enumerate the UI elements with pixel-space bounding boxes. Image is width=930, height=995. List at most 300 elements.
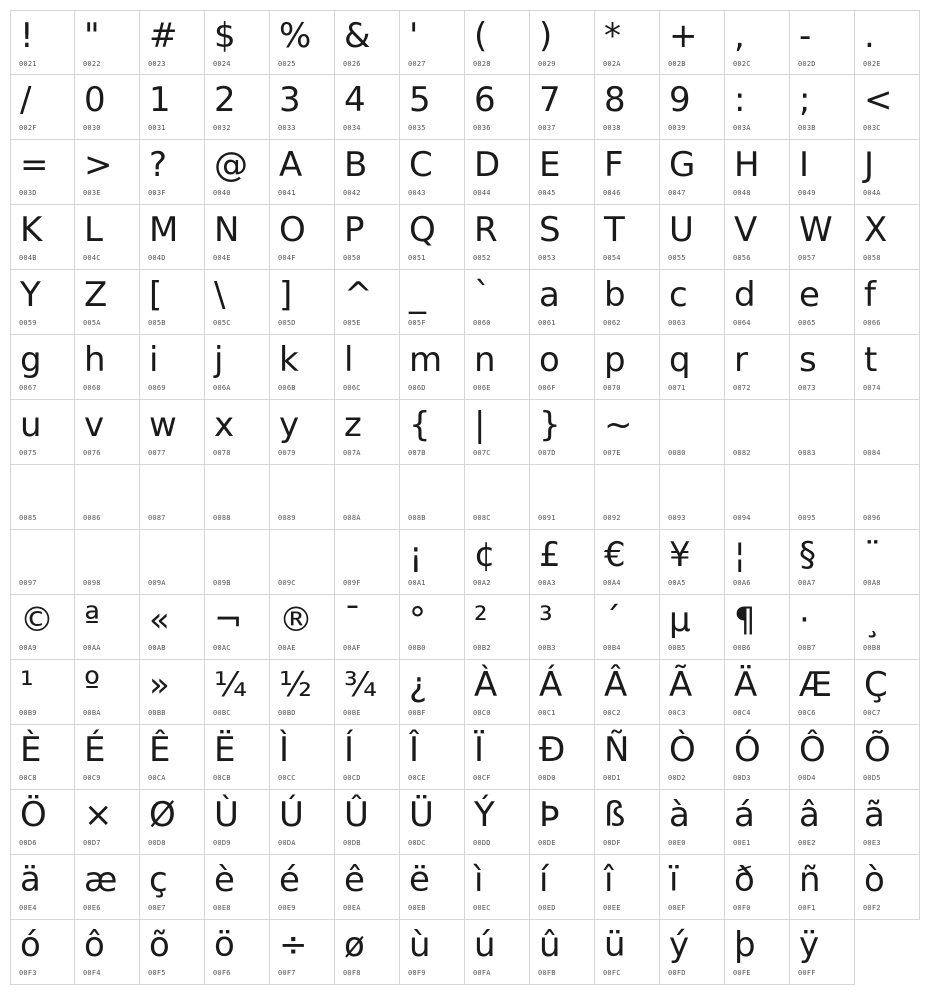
glyph-char: » <box>149 665 170 705</box>
glyph-char: m <box>409 340 443 380</box>
glyph-char: \ <box>214 275 226 315</box>
glyph-char: h <box>84 340 106 380</box>
glyph-cell <box>530 920 595 985</box>
glyph-cell <box>10 660 75 725</box>
glyph-cell <box>270 790 335 855</box>
glyph-codepoint: 00ED <box>538 904 556 912</box>
glyph-codepoint: 00E9 <box>278 904 296 912</box>
glyph-cell <box>855 530 920 595</box>
glyph-cell <box>855 270 920 335</box>
glyph-codepoint: 00FF <box>798 969 816 977</box>
glyph-codepoint: 0041 <box>278 189 296 197</box>
glyph-char: 4 <box>344 80 366 120</box>
glyph-codepoint: 00E2 <box>798 839 816 847</box>
glyph-codepoint: 005B <box>148 319 166 327</box>
glyph-cell <box>790 270 855 335</box>
glyph-char: ÷ <box>279 925 308 965</box>
glyph-codepoint: 0069 <box>148 384 166 392</box>
glyph-codepoint: 00C7 <box>863 709 881 717</box>
glyph-cell <box>725 595 790 660</box>
glyph-char: W <box>799 210 833 250</box>
glyph-codepoint: 005F <box>408 319 426 327</box>
glyph-codepoint: 0060 <box>473 319 491 327</box>
glyph-char: V <box>734 210 758 250</box>
glyph-char: ¡ <box>409 535 423 575</box>
glyph-char: ï <box>669 860 679 900</box>
glyph-char: Z <box>84 275 108 315</box>
glyph-cell <box>530 10 595 75</box>
glyph-codepoint: 0093 <box>668 514 686 522</box>
glyph-cell <box>595 140 660 205</box>
glyph-char: ; <box>799 80 811 120</box>
glyph-cell <box>660 855 725 920</box>
glyph-cell <box>725 400 790 465</box>
glyph-cell <box>855 855 920 920</box>
glyph-cell <box>75 920 140 985</box>
glyph-char: I <box>799 145 810 185</box>
glyph-char: 2 <box>214 80 236 120</box>
glyph-cell <box>140 725 205 790</box>
glyph-codepoint: 00E1 <box>733 839 751 847</box>
glyph-cell <box>270 400 335 465</box>
glyph-codepoint: 00CE <box>408 774 426 782</box>
glyph-cell <box>400 790 465 855</box>
glyph-cell <box>205 400 270 465</box>
glyph-codepoint: 00C1 <box>538 709 556 717</box>
glyph-codepoint: 009B <box>213 579 231 587</box>
glyph-char: ² <box>474 600 488 640</box>
glyph-cell <box>855 140 920 205</box>
glyph-char: T <box>604 210 625 250</box>
glyph-char: > <box>84 145 113 185</box>
glyph-char: B <box>344 145 368 185</box>
glyph-codepoint: 0035 <box>408 124 426 132</box>
glyph-codepoint: 0028 <box>473 60 491 68</box>
glyph-codepoint: 00B6 <box>733 644 751 652</box>
glyph-char: ü <box>604 925 626 965</box>
glyph-char: - <box>799 16 812 56</box>
glyph-codepoint: 00C9 <box>83 774 101 782</box>
glyph-char: ú <box>474 925 496 965</box>
glyph-cell <box>140 270 205 335</box>
glyph-cell <box>400 465 465 530</box>
glyph-codepoint: 006A <box>213 384 231 392</box>
glyph-char: v <box>84 405 105 445</box>
glyph-codepoint: 004A <box>863 189 881 197</box>
glyph-codepoint: 00A8 <box>863 579 881 587</box>
glyph-codepoint: 00FE <box>733 969 751 977</box>
glyph-codepoint: 002E <box>863 60 881 68</box>
glyph-cell <box>725 140 790 205</box>
glyph-char: k <box>279 340 299 380</box>
glyph-codepoint: 00A1 <box>408 579 426 587</box>
glyph-cell <box>790 595 855 660</box>
glyph-char: ) <box>539 16 553 56</box>
glyph-char: ¥ <box>669 535 691 575</box>
glyph-cell <box>530 595 595 660</box>
glyph-char: · <box>799 600 810 640</box>
glyph-cell <box>335 205 400 270</box>
glyph-codepoint: 002D <box>798 60 816 68</box>
glyph-cell <box>270 920 335 985</box>
glyph-cell <box>10 335 75 400</box>
glyph-cell <box>465 920 530 985</box>
glyph-char: 3 <box>279 80 301 120</box>
glyph-cell <box>400 205 465 270</box>
glyph-char: ì <box>474 860 484 900</box>
glyph-char: 5 <box>409 80 431 120</box>
glyph-codepoint: 006B <box>278 384 296 392</box>
glyph-char: x <box>214 405 235 445</box>
glyph-codepoint: 00F4 <box>83 969 101 977</box>
glyph-codepoint: 00DE <box>538 839 556 847</box>
glyph-codepoint: 00F2 <box>863 904 881 912</box>
glyph-codepoint: 00D1 <box>603 774 621 782</box>
glyph-codepoint: 00DF <box>603 839 621 847</box>
glyph-cell <box>205 660 270 725</box>
glyph-char: s <box>799 340 817 380</box>
glyph-codepoint: 003F <box>148 189 166 197</box>
glyph-cell <box>75 595 140 660</box>
glyph-codepoint: 0043 <box>408 189 426 197</box>
glyph-codepoint: 00A5 <box>668 579 686 587</box>
glyph-char: Ì <box>279 730 290 770</box>
glyph-codepoint: 0055 <box>668 254 686 262</box>
glyph-char: Ö <box>20 795 47 835</box>
glyph-codepoint: 007D <box>538 449 556 457</box>
glyph-codepoint: 0080 <box>668 449 686 457</box>
glyph-char: Ê <box>149 730 171 770</box>
glyph-codepoint: 0097 <box>19 579 37 587</box>
glyph-cell <box>335 75 400 140</box>
glyph-codepoint: 0074 <box>863 384 881 392</box>
glyph-cell <box>270 595 335 660</box>
glyph-codepoint: 0064 <box>733 319 751 327</box>
glyph-codepoint: 0091 <box>538 514 556 522</box>
glyph-cell <box>335 270 400 335</box>
glyph-cell <box>530 140 595 205</box>
glyph-char: ÿ <box>799 925 820 965</box>
glyph-char: À <box>474 665 498 705</box>
glyph-char: 8 <box>604 80 626 120</box>
glyph-cell <box>10 725 75 790</box>
glyph-codepoint: 00AA <box>83 644 101 652</box>
glyph-codepoint: 0070 <box>603 384 621 392</box>
glyph-codepoint: 00D6 <box>19 839 37 847</box>
glyph-codepoint: 003A <box>733 124 751 132</box>
glyph-cell <box>790 205 855 270</box>
glyph-cell <box>660 140 725 205</box>
glyph-cell <box>205 790 270 855</box>
glyph-char: R <box>474 210 498 250</box>
glyph-codepoint: 004E <box>213 254 231 262</box>
glyph-codepoint: 00B0 <box>408 644 426 652</box>
glyph-char: | <box>474 405 486 445</box>
glyph-cell <box>75 725 140 790</box>
glyph-codepoint: 0089 <box>278 514 296 522</box>
glyph-cell <box>140 790 205 855</box>
glyph-codepoint: 009C <box>278 579 296 587</box>
glyph-char: n <box>474 340 496 380</box>
glyph-char: " <box>84 16 100 56</box>
glyph-codepoint: 0053 <box>538 254 556 262</box>
glyph-cell <box>140 660 205 725</box>
glyph-char: ´ <box>604 600 621 640</box>
glyph-cell <box>660 725 725 790</box>
glyph-char: D <box>474 145 501 185</box>
glyph-cell <box>335 855 400 920</box>
glyph-cell <box>205 335 270 400</box>
glyph-cell <box>595 790 660 855</box>
glyph-codepoint: 00CC <box>278 774 296 782</box>
glyph-cell <box>725 855 790 920</box>
glyph-char: ð <box>734 860 755 900</box>
glyph-char: ñ <box>799 860 821 900</box>
glyph-cell <box>400 660 465 725</box>
glyph-cell <box>465 205 530 270</box>
glyph-cell <box>270 660 335 725</box>
glyph-char: ô <box>84 925 105 965</box>
glyph-codepoint: 0063 <box>668 319 686 327</box>
glyph-codepoint: 006F <box>538 384 556 392</box>
glyph-cell <box>335 595 400 660</box>
glyph-codepoint: 0031 <box>148 124 166 132</box>
glyph-char: Ò <box>669 730 696 770</box>
glyph-codepoint: 00F9 <box>408 969 426 977</box>
glyph-codepoint: 002A <box>603 60 621 68</box>
glyph-codepoint: 0096 <box>863 514 881 522</box>
glyph-char: Í <box>344 730 355 770</box>
glyph-codepoint: 00AF <box>343 644 361 652</box>
glyph-cell <box>465 595 530 660</box>
glyph-cell <box>10 595 75 660</box>
glyph-codepoint: 00D5 <box>863 774 881 782</box>
glyph-codepoint: 009F <box>343 579 361 587</box>
glyph-codepoint: 00D2 <box>668 774 686 782</box>
glyph-codepoint: 004F <box>278 254 296 262</box>
glyph-char: Â <box>604 665 628 705</box>
glyph-char: ¦ <box>734 535 746 575</box>
glyph-cell <box>10 205 75 270</box>
glyph-char: © <box>20 600 54 640</box>
glyph-char: { <box>409 405 431 445</box>
glyph-char: g <box>20 340 42 380</box>
glyph-char: ö <box>214 925 235 965</box>
glyph-cell <box>270 75 335 140</box>
glyph-char: Û <box>344 795 369 835</box>
glyph-char: É <box>84 730 106 770</box>
glyph-cell <box>790 530 855 595</box>
glyph-codepoint: 00E7 <box>148 904 166 912</box>
glyph-codepoint: 0065 <box>798 319 816 327</box>
glyph-cell <box>140 335 205 400</box>
glyph-cell <box>530 660 595 725</box>
glyph-cell <box>595 75 660 140</box>
glyph-codepoint: 00F3 <box>19 969 37 977</box>
glyph-cell <box>465 660 530 725</box>
glyph-char: O <box>279 210 306 250</box>
glyph-codepoint: 0038 <box>603 124 621 132</box>
glyph-cell <box>725 270 790 335</box>
glyph-cell <box>270 140 335 205</box>
glyph-char: ® <box>279 600 313 640</box>
glyph-char: Ü <box>409 795 434 835</box>
glyph-cell <box>400 595 465 660</box>
glyph-cell <box>530 790 595 855</box>
glyph-codepoint: 00DB <box>343 839 361 847</box>
glyph-cell <box>10 790 75 855</box>
glyph-codepoint: 008B <box>408 514 426 522</box>
glyph-cell <box>10 270 75 335</box>
glyph-codepoint: 0075 <box>19 449 37 457</box>
glyph-char: q <box>669 340 691 380</box>
glyph-cell <box>595 205 660 270</box>
glyph-codepoint: 007A <box>343 449 361 457</box>
glyph-codepoint: 0033 <box>278 124 296 132</box>
glyph-codepoint: 008A <box>343 514 361 522</box>
glyph-char: ] <box>279 275 293 315</box>
glyph-cell <box>205 595 270 660</box>
glyph-char: a <box>539 275 560 315</box>
glyph-codepoint: 0079 <box>278 449 296 457</box>
glyph-codepoint: 007C <box>473 449 491 457</box>
glyph-cell <box>530 335 595 400</box>
glyph-cell <box>400 855 465 920</box>
glyph-codepoint: 0040 <box>213 189 231 197</box>
glyph-codepoint: 0068 <box>83 384 101 392</box>
glyph-char: ó <box>20 925 41 965</box>
glyph-codepoint: 00E8 <box>213 904 231 912</box>
glyph-codepoint: 0073 <box>798 384 816 392</box>
glyph-char: Á <box>539 665 563 705</box>
glyph-char: F <box>604 145 624 185</box>
glyph-codepoint: 00F6 <box>213 969 231 977</box>
glyph-cell <box>335 140 400 205</box>
glyph-codepoint: 00C8 <box>19 774 37 782</box>
glyph-char: p <box>604 340 626 380</box>
glyph-codepoint: 0029 <box>538 60 556 68</box>
glyph-cell <box>270 205 335 270</box>
glyph-char: î <box>604 860 614 900</box>
glyph-char: é <box>279 860 300 900</box>
glyph-cell <box>10 530 75 595</box>
glyph-codepoint: 00F7 <box>278 969 296 977</box>
glyph-codepoint: 004C <box>83 254 101 262</box>
glyph-char: e <box>799 275 820 315</box>
glyph-codepoint: 008C <box>473 514 491 522</box>
glyph-codepoint: 00F8 <box>343 969 361 977</box>
glyph-cell <box>400 140 465 205</box>
glyph-codepoint: 00EE <box>603 904 621 912</box>
glyph-cell <box>660 10 725 75</box>
glyph-cell <box>855 790 920 855</box>
glyph-char: ¼ <box>214 665 247 705</box>
glyph-cell <box>855 205 920 270</box>
glyph-cell <box>595 400 660 465</box>
glyph-char: K <box>20 210 43 250</box>
glyph-cell <box>790 400 855 465</box>
glyph-char: £ <box>539 535 561 575</box>
glyph-codepoint: 00AB <box>148 644 166 652</box>
glyph-char: G <box>669 145 696 185</box>
glyph-cell <box>75 790 140 855</box>
glyph-cell <box>335 10 400 75</box>
glyph-char: A <box>279 145 303 185</box>
glyph-codepoint: 00B2 <box>473 644 491 652</box>
glyph-codepoint: 0066 <box>863 319 881 327</box>
glyph-char: Î <box>409 730 420 770</box>
glyph-char: @ <box>214 145 248 185</box>
glyph-char: § <box>799 535 816 575</box>
glyph-codepoint: 00CF <box>473 774 491 782</box>
glyph-char: t <box>864 340 878 380</box>
glyph-cell <box>660 400 725 465</box>
glyph-char: _ <box>409 275 426 315</box>
glyph-cell <box>595 335 660 400</box>
glyph-codepoint: 0027 <box>408 60 426 68</box>
glyph-codepoint: 0044 <box>473 189 491 197</box>
glyph-codepoint: 0052 <box>473 254 491 262</box>
glyph-cell <box>660 920 725 985</box>
glyph-cell <box>790 855 855 920</box>
glyph-cell <box>530 465 595 530</box>
glyph-codepoint: 00B3 <box>538 644 556 652</box>
glyph-codepoint: 0037 <box>538 124 556 132</box>
glyph-codepoint: 00BD <box>278 709 296 717</box>
glyph-char: f <box>864 275 876 315</box>
glyph-char: € <box>604 535 626 575</box>
glyph-cell <box>75 75 140 140</box>
glyph-cell <box>10 75 75 140</box>
glyph-codepoint: 00A9 <box>19 644 37 652</box>
glyph-char: L <box>84 210 103 250</box>
glyph-char: í <box>539 860 549 900</box>
glyph-cell <box>270 270 335 335</box>
glyph-char: ù <box>409 925 431 965</box>
glyph-codepoint: 00CB <box>213 774 231 782</box>
glyph-char: b <box>604 275 626 315</box>
glyph-cell <box>75 205 140 270</box>
glyph-codepoint: 0071 <box>668 384 686 392</box>
glyph-char: Þ <box>539 795 560 835</box>
glyph-codepoint: 007B <box>408 449 426 457</box>
glyph-cell <box>75 270 140 335</box>
glyph-char: ¯ <box>344 600 361 640</box>
glyph-cell <box>790 920 855 985</box>
glyph-cell <box>400 270 465 335</box>
glyph-codepoint: 0021 <box>19 60 37 68</box>
glyph-codepoint: 0056 <box>733 254 751 262</box>
glyph-codepoint: 00D0 <box>538 774 556 782</box>
glyph-cell <box>75 855 140 920</box>
glyph-codepoint: 005E <box>343 319 361 327</box>
glyph-cell <box>270 335 335 400</box>
glyph-cell <box>725 660 790 725</box>
glyph-cell <box>465 725 530 790</box>
glyph-char: Ý <box>474 795 495 835</box>
glyph-cell <box>10 140 75 205</box>
glyph-char: C <box>409 145 433 185</box>
glyph-char: N <box>214 210 240 250</box>
glyph-char: Q <box>409 210 436 250</box>
glyph-codepoint: 003B <box>798 124 816 132</box>
glyph-char: / <box>20 80 32 120</box>
glyph-char: ä <box>20 860 41 900</box>
glyph-char: w <box>149 405 177 445</box>
glyph-codepoint: 0087 <box>148 514 166 522</box>
glyph-char: X <box>864 210 888 250</box>
glyph-cell <box>75 530 140 595</box>
